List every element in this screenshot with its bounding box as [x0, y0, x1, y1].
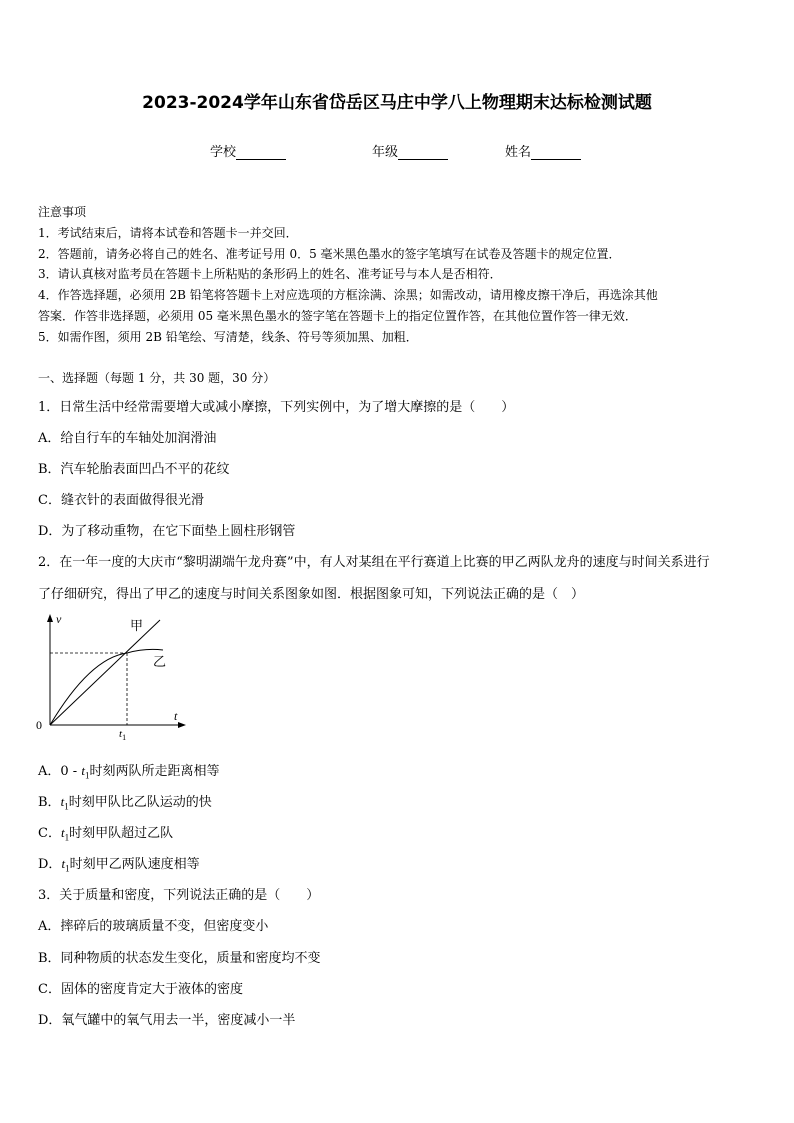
name-label: 姓名 [505, 145, 532, 160]
v-axis-arrow [47, 614, 53, 622]
q1-option-d: D．为了移动重物，在它下面垫上圆柱形钢管 [38, 524, 296, 539]
grade-label: 年级 [372, 145, 399, 160]
question-3-stem: 3．关于质量和密度，下列说法正确的是（ ） [38, 888, 320, 903]
school-blank [236, 146, 286, 160]
note-item: 4．作答选择题，必须用 2B 铅笔将答题卡上对应选项的方框涂满、涂黑；如需改动，请用橡皮擦干净后，再选涂其他 [38, 288, 658, 302]
q3-option-a: A．摔碎后的玻璃质量不变，但密度变小 [38, 919, 269, 934]
v-axis-label: v [56, 612, 62, 626]
q1-option-c: C．缝衣针的表面做得很光滑 [38, 493, 204, 508]
note-item: 2．答题前，请务必将自己的姓名、准考证号用 0．5 毫米黑色墨水的签字笔填写在试卷及答题卡的规定位置． [38, 247, 621, 261]
note-item: 3．请认真核对监考员在答题卡上所粘贴的条形码上的姓名、准考证号与本人是否相符． [38, 267, 502, 281]
section-heading: 一、选择题（每题 1 分，共 30 题，30 分） [38, 371, 276, 385]
t-axis-arrow [178, 722, 186, 728]
q1-option-b: B．汽车轮胎表面凹凸不平的花纹 [38, 462, 230, 477]
grade-blank [398, 146, 448, 160]
school-label: 学校 [210, 145, 237, 160]
q3-option-c: C．固体的密度肯定大于液体的密度 [38, 982, 243, 997]
yi-label: 乙 [153, 654, 167, 669]
q2-option-d: D．$t_1$时刻甲乙两队速度相等 [38, 856, 200, 874]
q2-option-b: B．$t_1$时刻甲队比乙队运动的快 [38, 794, 212, 812]
notes-title: 注意事项 [38, 205, 87, 219]
jia-line [50, 620, 160, 725]
page-title: 2023-2024学年山东省岱岳区马庄中学八上物理期末达标检测试题 [142, 93, 652, 113]
q2-option-c: C．$t_1$时刻甲队超过乙队 [38, 825, 174, 843]
name-blank [531, 146, 581, 160]
t-axis-label: t [174, 709, 178, 723]
note-item: 1．考试结束后，请将本试卷和答题卡一并交回． [38, 226, 298, 240]
question-2-stem-line1: 2．在一年一度的大庆市“黎明湖端午龙舟赛”中，有人对某组在平行赛道上比赛的甲乙两队龙舟的速度与时间关系进行 [38, 555, 710, 570]
question-1-stem: 1．日常生活中经常需要增大或减小摩擦，下列实例中，为了增大摩擦的是（ ） [38, 400, 515, 415]
q2-option-a: A．$0 - t_1$时刻两队所走距离相等 [38, 763, 220, 781]
velocity-time-graph [30, 610, 200, 745]
q1-option-a: A．给自行车的车轴处加润滑油 [38, 431, 217, 446]
q3-option-d: D．氧气罐中的氧气用去一半，密度减小一半 [38, 1013, 296, 1028]
t1-label: $t_1$ [119, 728, 127, 742]
grade-field [372, 141, 448, 160]
school-field [210, 141, 286, 160]
note-item: 5．如需作图，须用 2B 铅笔绘、写清楚，线条、符号等须加黑、加粗． [38, 330, 418, 344]
note-item: 答案．作答非选择题，必须用 05 毫米黑色墨水的签字笔在答题卡上的指定位置作答，在其他位置作答一律无效． [38, 309, 637, 323]
question-2-stem-line2: 了仔细研究，得出了甲乙的速度与时间关系图象如图．根据图象可知，下列说法正确的是（ ） [38, 587, 585, 602]
name-field [505, 141, 581, 160]
q3-option-b: B．同种物质的状态发生变化，质量和密度均不变 [38, 951, 321, 966]
jia-label: 甲 [130, 618, 144, 633]
yi-curve [50, 649, 163, 725]
origin-label: 0 [36, 718, 42, 732]
